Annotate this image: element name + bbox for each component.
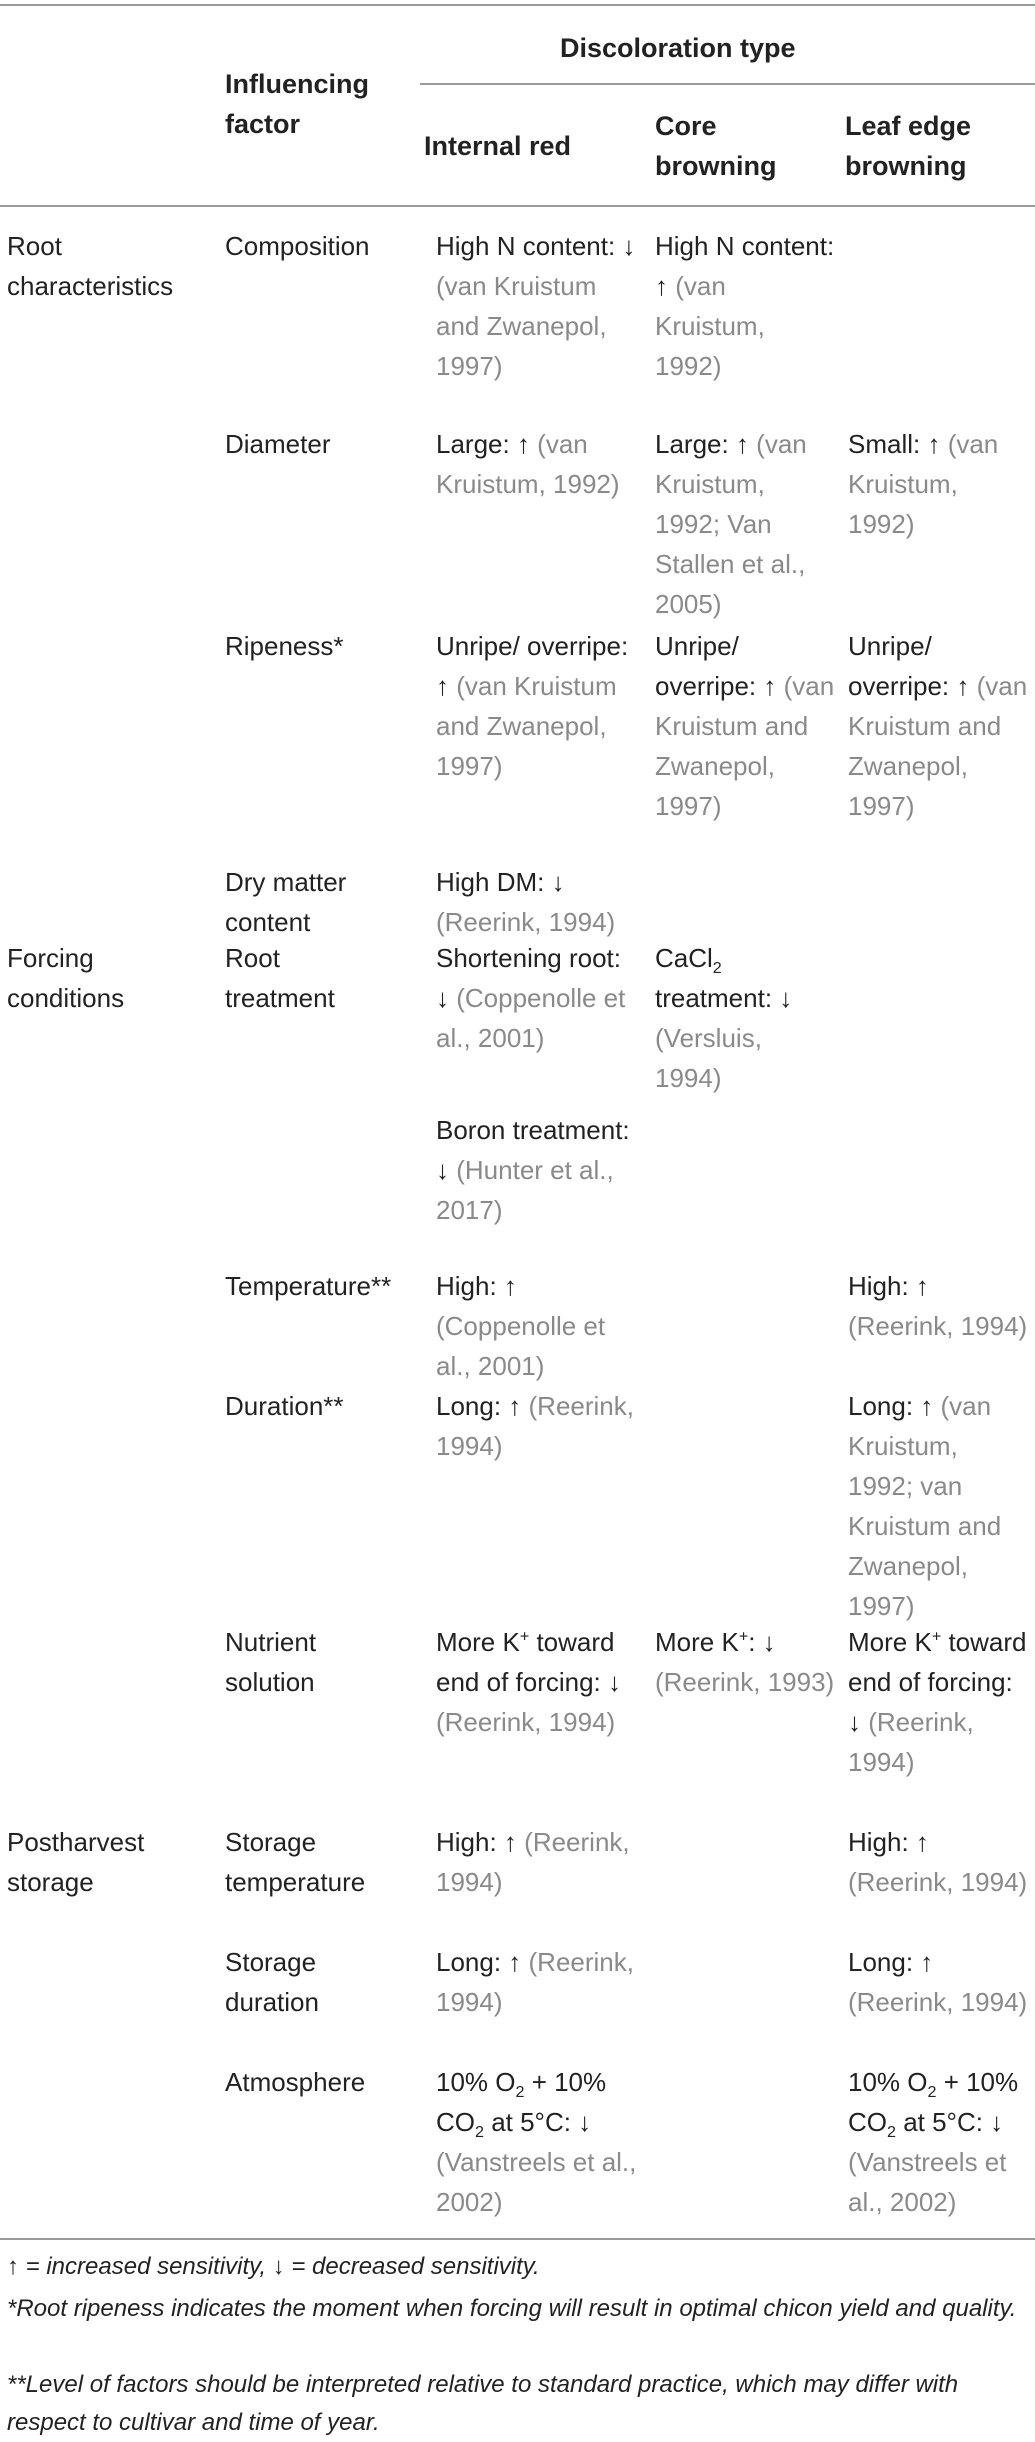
cell-nutrient-internal-red: More K+ toward end of forcing: ↓ (Reerink, 1994) [436,1627,621,1737]
header-rule [0,205,1035,207]
header-influencing-factor: Influencing factor [225,69,369,139]
header-leaf-edge-browning: Leaf edge browning [845,111,972,181]
cell-storage-temperature-leaf-edge: High: ↑ (Reerink, 1994) [848,1827,1028,1897]
factor-duration: Duration** [225,1391,344,1421]
cell-diameter-leaf-edge: Small: ↑ (van Kruistum, 1992) [848,429,999,539]
header-internal-red: Internal red [424,131,572,161]
factor-dry-matter: Dry matter content [225,867,347,937]
cell-duration-internal-red: Long: ↑ (Reerink, 1994) [436,1391,634,1461]
group-root-characteristics: Root characteristics [7,231,174,301]
footnote-legend: ↑ = increased sensitivity, ↓ = decreased sensitivity. [7,2253,540,2280]
cell-nutrient-leaf-edge: More K+ toward end of forcing: ↓ (Reerink, 1994) [848,1627,1027,1777]
cell-ripeness-internal-red: Unripe/ overripe: ↑ (van Kruistum and Zwanepol, 1997) [436,631,629,781]
cell-nutrient-core-browning: More K+: ↓ (Reerink, 1993) [655,1627,835,1697]
cell-composition-core-browning: High N content: ↑ (van Kruistum, 1992) [655,231,835,381]
cell-root-treatment-internal-red: Shortening root: ↓ (Coppenolle et al., 2001) [436,943,626,1053]
top-rule [0,4,1035,6]
bottom-rule [0,2238,1035,2240]
factor-storage-duration: Storage duration [225,1947,319,2017]
group-postharvest-storage: Postharvest storage [7,1827,145,1897]
cell-temperature-internal-red: High: ↑ (Coppenolle et al., 2001) [436,1271,606,1381]
cell-ripeness-leaf-edge: Unripe/ overripe: ↑ (van Kruistum and Zwanepol, 1997) [848,631,1028,821]
footnote-factors: **Level of factors should be interpreted relative to standard practice, which may differ with respect to cultivar and time of year. [7,2371,959,2436]
cell-root-treatment-core-browning: CaCl$_2$ treatment: ↓ (Versluis, 1994) [655,943,793,1093]
discoloration-rule [420,83,1035,85]
factor-ripeness: Ripeness* [225,631,344,661]
factor-temperature: Temperature** [225,1271,392,1301]
cell-diameter-core-browning: Large: ↑ (van Kruistum, 1992; Van Stallen et al., 2005) [655,429,807,619]
cell-composition-internal-red: High N content: ↓ (van Kruistum and Zwanepol, 1997) [436,231,636,381]
factor-atmosphere: Atmosphere [225,2067,366,2097]
factor-diameter: Diameter [225,429,331,459]
cell-diameter-internal-red: Large: ↑ (van Kruistum, 1992) [436,429,620,499]
cell-ripeness-core-browning: Unripe/ overripe: ↑ (van Kruistum and Zwanepol, 1997) [655,631,835,821]
factor-root-treatment: Root treatment [225,943,335,1013]
cell-atmosphere-internal-red: 10% $O_2 + 10\%$ $CO_2$ at 5°C: ↓ (Vanstreels et al., 2002) [436,2067,637,2217]
footnote-ripeness: *Root ripeness indicates the moment when forcing will result in optimal chicon yield and quality. [7,2295,1017,2322]
header-core-browning: Core browning [655,111,777,181]
cell-boron-internal-red: Boron treatment: ↓ (Hunter et al., 2017) [436,1115,630,1225]
cell-dry-matter-internal-red: High DM: ↓ (Reerink, 1994) [436,867,616,937]
cell-atmosphere-leaf-edge: 10% $O_2 + 10\%$ $CO_2$ at 5°C: ↓ (Vanstreels et al., 2002) [848,2067,1019,2217]
cell-storage-temperature-internal-red: High: ↑ (Reerink, 1994) [436,1827,630,1897]
cell-storage-duration-internal-red: Long: ↑ (Reerink, 1994) [436,1947,634,2017]
factor-storage-temperature: Storage temperature [225,1827,366,1897]
cell-duration-leaf-edge: Long: ↑ (van Kruistum, 1992; van Kruistum and Zwanepol, 1997) [848,1391,1002,1621]
cell-temperature-leaf-edge: High: ↑ (Reerink, 1994) [848,1271,1028,1341]
cell-storage-duration-leaf-edge: Long: ↑ (Reerink, 1994) [848,1947,1028,2017]
factor-nutrient: Nutrient solution [225,1627,317,1697]
group-forcing-conditions: Forcing conditions [7,943,125,1013]
header-discoloration-type: Discoloration type [560,33,796,63]
factor-composition: Composition [225,231,370,261]
